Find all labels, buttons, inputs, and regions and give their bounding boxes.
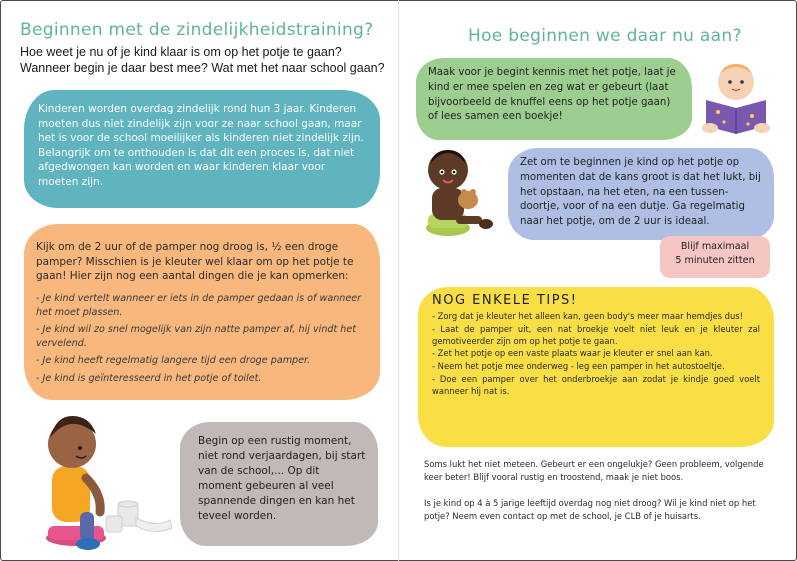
list-item: - Zorg dat je kleuter het alleen kan, geen body's meer maar hemdjes dus! <box>432 311 743 321</box>
green-intro-blob <box>416 58 692 140</box>
tips-list <box>432 311 760 398</box>
pink-line-2: 5 minuten zitten <box>675 255 755 266</box>
intro-line-1: Hoe weet je nu of je kind klaar is om op het potje te gaan? <box>20 45 342 59</box>
left-intro <box>20 44 400 76</box>
baby-reading-book-illustration <box>696 56 776 136</box>
blue-timing-text: Zet om te beginnen je kind op het potje op momenten dat de kans groot is dat het lukt, bij het opstaan, na het eten, na een tussen-doortje, voor of na een dutje. Ga regelmatig naar het potje, om de 2 uur is ideaal. <box>520 157 761 228</box>
child-on-potty-with-toilet-paper-illustration <box>36 408 176 554</box>
teal-info-blob <box>24 90 380 208</box>
contact-note: Is je kind op 4 à 5 jarige leeftijd overdag nog niet droog? Wil je kind niet op het potje? Neem even contact op met de school, je CLB of je huisarts. <box>424 498 756 521</box>
pink-duration-note <box>660 236 770 278</box>
yellow-tips-blob <box>418 287 774 447</box>
teal-info-text: Kinderen worden overdag zindelijk rond hun 3 jaar. Kinderen moeten dus niet zindelijk zijn voor ze naar school gaan, maar het is voor de school moeilijker als kinderen niet zindelijk zijn. Belangrijk om te onthouden is dat dit een proces is, dat niet afgedwongen kan worden en waar kinderen klaar voor moeten zijn. <box>38 103 364 188</box>
right-page-title: Hoe beginnen we daar nu aan? <box>468 26 742 46</box>
blue-timing-blob <box>508 148 774 240</box>
pink-line-1: Blijf maximaal <box>680 241 750 252</box>
list-item: - Laat de pamper uit, een nat broekje voelt niet leuk en je kleuter zal gemotiveerder zijn om op het potje te gaan. <box>432 323 760 346</box>
orange-signs-blob <box>24 224 380 400</box>
page-fold-divider <box>398 0 399 561</box>
left-page-title: Beginnen met de zindelijkheidstraining? <box>20 20 374 40</box>
list-item: - Je kind heeft regelmatig langere tijd een droge pamper. <box>36 355 311 367</box>
green-intro-text: Maak voor je begint kennis met het potje, laat je kind er mee spelen en zeg wat er gebeurt (laat bijvoorbeeld de knuffel eens op het potje gaan) of lees samen een boekje! <box>428 67 676 123</box>
grey-timing-blob <box>180 422 378 546</box>
readiness-signs-list <box>36 292 366 386</box>
accident-note: Soms lukt het niet meteen. Gebeurt er een ongelukje? Geen probleem, volgende keer beter! Blijf vooral rustig en troostend, maak je niet boos. <box>424 459 764 482</box>
grey-timing-text: Begin op een rustig moment, niet rond verjaardagen, bij start van de school,... Op dit moment gebeuren al veel spannende dingen en kan het teveel worden. <box>198 435 366 522</box>
list-item: - Doe een pamper over het onderbroekje aan zodat je kindje goed voelt wanneer hij nat is. <box>432 373 760 396</box>
toddler-on-potty-with-teddy-illustration <box>418 144 500 240</box>
list-item: - Neem het potje mee onderweg - leg een pamper in het autostoeltje. <box>432 361 725 372</box>
list-item: - Zet het potje op een vaste plaats waar je kleuter er snel aan kan. <box>432 348 713 359</box>
list-item: - Je kind wil zo snel mogelijk van zijn natte pamper af, hij vindt het vervelend. <box>36 323 357 350</box>
tips-title: NOG ENKELE TIPS! <box>432 293 578 308</box>
list-item: - Je kind is geïnteresseerd in het potje of toilet. <box>36 372 262 384</box>
orange-lead-text: Kijk om de 2 uur of de pamper nog droog is, ½ een droge pamper? Misschien is je kleuter wel klaar om op het potje te gaan! Hier zijn nog een aantal dingen die je kan opmerken: <box>36 241 354 282</box>
intro-line-2: Wanneer begin je daar best mee? Wat met het naar school gaan? <box>20 61 385 75</box>
list-item: - Je kind vertelt wanneer er iets in de pamper gedaan is of wanneer het moet plassen. <box>36 292 362 318</box>
